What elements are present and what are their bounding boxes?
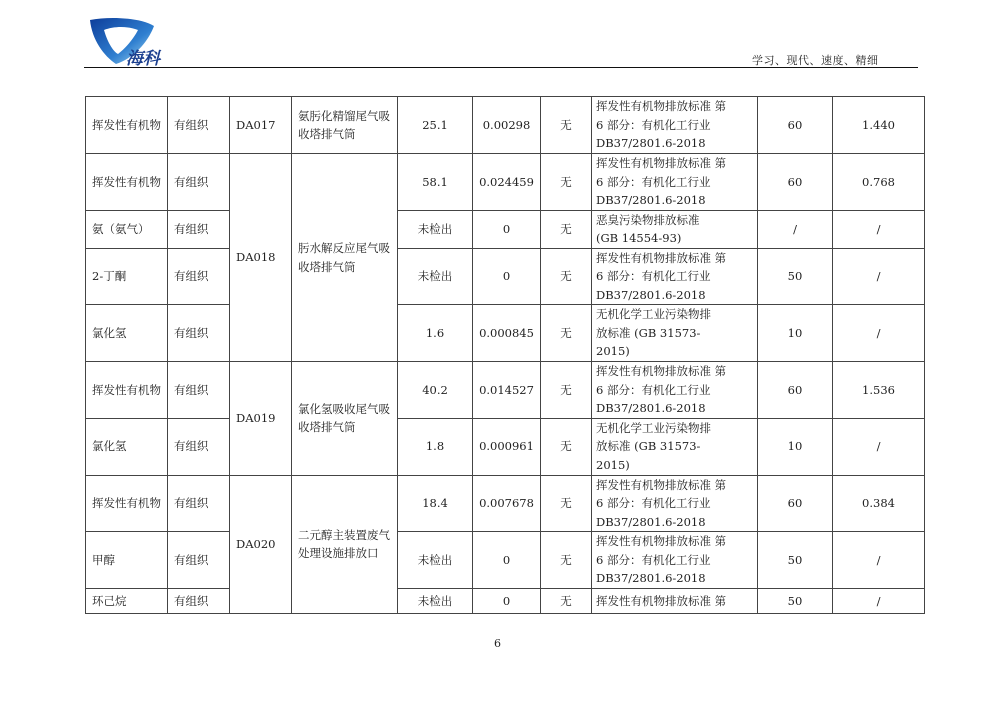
- standard-line: 挥发性有机物排放标准 第: [596, 99, 727, 114]
- standard-line: 挥发性有机物排放标准 第: [596, 364, 727, 378]
- header-divider: [84, 67, 918, 68]
- concentration-cell: 未检出: [398, 210, 473, 248]
- standard-cell: [592, 418, 758, 475]
- outlet-id-cell: DA019: [230, 362, 292, 476]
- exceed-cell: 无: [541, 154, 592, 211]
- concentration-cell: 58.1: [398, 154, 473, 211]
- table-row: [86, 305, 925, 362]
- exceed-cell: 无: [541, 97, 592, 154]
- exceed-cell: 无: [541, 362, 592, 419]
- limit-cell: 50: [758, 532, 833, 589]
- rate-cell: 0.007678: [473, 475, 541, 532]
- total-cell: 1.440: [833, 97, 925, 154]
- standard-cell: [592, 475, 758, 532]
- standard-line: (GB 14554-93): [596, 231, 682, 245]
- rate-cell: 0.000961: [473, 418, 541, 475]
- limit-cell: 60: [758, 154, 833, 211]
- standard-line: 6 部分：有机化工行业: [596, 496, 711, 510]
- standard-cell: [592, 305, 758, 362]
- outlet-name-cell: 氨肟化精馏尾气吸收塔排气筒: [292, 97, 398, 154]
- emission-type-cell: 有组织: [168, 532, 230, 589]
- logo-text: 海科: [126, 49, 160, 69]
- pollutant-cell: 挥发性有机物: [86, 154, 168, 211]
- standard-line: DB37/2801.6-2018: [596, 287, 706, 302]
- exceed-cell: 无: [541, 210, 592, 248]
- standard-cell: [592, 97, 758, 154]
- concentration-cell: 未检出: [398, 532, 473, 589]
- standard-cell: [592, 154, 758, 211]
- rate-cell: 0: [473, 248, 541, 305]
- limit-cell: 60: [758, 97, 833, 154]
- rate-cell: 0: [473, 589, 541, 614]
- emission-type-cell: 有组织: [168, 154, 230, 211]
- pollutant-cell: 氨（氨气）: [86, 210, 168, 248]
- standard-cell: [592, 248, 758, 305]
- pollutant-cell: 挥发性有机物: [86, 97, 168, 154]
- standard-line: 2015): [596, 457, 630, 472]
- page-number: 6: [494, 637, 501, 650]
- table-row: [86, 418, 925, 475]
- concentration-cell: 40.2: [398, 362, 473, 419]
- exceed-cell: 无: [541, 589, 592, 614]
- rate-cell: 0: [473, 210, 541, 248]
- total-cell: /: [833, 418, 925, 475]
- standard-line: DB37/2801.6-2018: [596, 571, 706, 586]
- total-cell: 0.768: [833, 154, 925, 211]
- pollutant-cell: 挥发性有机物: [86, 475, 168, 532]
- standard-line: 6 部分：有机化工行业: [596, 174, 711, 189]
- pollutant-cell: 氯化氢: [86, 305, 168, 362]
- standard-line: 挥发性有机物排放标准 第: [596, 593, 727, 608]
- exceed-cell: 无: [541, 475, 592, 532]
- limit-cell: /: [758, 210, 833, 248]
- limit-cell: 50: [758, 589, 833, 614]
- rate-cell: 0.00298: [473, 97, 541, 154]
- limit-cell: 50: [758, 248, 833, 305]
- total-cell: /: [833, 305, 925, 362]
- emission-type-cell: 有组织: [168, 305, 230, 362]
- concentration-cell: 未检出: [398, 589, 473, 614]
- emission-type-cell: 有组织: [168, 97, 230, 154]
- table-row: [86, 210, 925, 248]
- pollutant-cell: 甲醇: [86, 532, 168, 589]
- standard-line: 挥发性有机物排放标准 第: [596, 156, 727, 170]
- standard-line: 6 部分：有机化工行业: [596, 382, 711, 397]
- table-row: [86, 97, 925, 154]
- exceed-cell: 无: [541, 248, 592, 305]
- emission-type-cell: 有组织: [168, 475, 230, 532]
- outlet-id-cell: DA018: [230, 154, 292, 362]
- emission-type-cell: 有组织: [168, 248, 230, 305]
- standard-line: 放标准 (GB 31573-: [596, 325, 701, 340]
- pollutant-cell: 环己烷: [86, 589, 168, 614]
- pollutant-cell: 氯化氢: [86, 418, 168, 475]
- standard-line: DB37/2801.6-2018: [596, 514, 706, 529]
- concentration-cell: 25.1: [398, 97, 473, 154]
- exceed-cell: 无: [541, 305, 592, 362]
- header-motto: 学习、现代、速度、精细: [752, 54, 879, 67]
- exceed-cell: 无: [541, 418, 592, 475]
- pollutant-cell: 挥发性有机物: [86, 362, 168, 419]
- standard-line: 放标准 (GB 31573-: [596, 439, 701, 454]
- standard-cell: [592, 362, 758, 419]
- table-row: [86, 475, 925, 532]
- pollutant-cell: 2-丁酮: [86, 248, 168, 305]
- outlet-id-cell: DA020: [230, 475, 292, 614]
- total-cell: 1.536: [833, 362, 925, 419]
- outlet-id-cell: DA017: [230, 97, 292, 154]
- table-row: [86, 248, 925, 305]
- emission-type-cell: 有组织: [168, 589, 230, 614]
- standard-line: 6 部分：有机化工行业: [596, 552, 711, 567]
- total-cell: /: [833, 532, 925, 589]
- outlet-name-cell: 二元醇主装置废气处理设施排放口: [292, 475, 398, 614]
- standard-line: 挥发性有机物排放标准 第: [596, 534, 727, 549]
- standard-line: 恶臭污染物排放标准: [596, 212, 700, 227]
- table-row: [86, 532, 925, 589]
- rate-cell: 0.024459: [473, 154, 541, 211]
- rate-cell: 0.014527: [473, 362, 541, 419]
- table-row: [86, 589, 925, 614]
- standard-line: 无机化学工业污染物排: [596, 420, 711, 435]
- limit-cell: 10: [758, 305, 833, 362]
- emission-type-cell: 有组织: [168, 362, 230, 419]
- total-cell: 0.384: [833, 475, 925, 532]
- standard-line: 6 部分：有机化工行业: [596, 117, 711, 132]
- standard-line: 无机化学工业污染物排: [596, 307, 711, 322]
- standard-line: 挥发性有机物排放标准 第: [596, 477, 727, 492]
- standard-line: 6 部分：有机化工行业: [596, 269, 711, 283]
- limit-cell: 60: [758, 362, 833, 419]
- standard-cell: [592, 532, 758, 589]
- concentration-cell: 1.8: [398, 418, 473, 475]
- rate-cell: 0: [473, 532, 541, 589]
- standard-line: 挥发性有机物排放标准 第: [596, 250, 727, 265]
- standard-line: 2015): [596, 344, 630, 359]
- emission-type-cell: 有组织: [168, 210, 230, 248]
- table-row: [86, 362, 925, 419]
- standard-cell: [592, 589, 758, 614]
- rate-cell: 0.000845: [473, 305, 541, 362]
- total-cell: /: [833, 210, 925, 248]
- total-cell: /: [833, 248, 925, 305]
- emission-monitoring-table: [85, 96, 925, 614]
- table-row: [86, 154, 925, 211]
- standard-line: DB37/2801.6-2018: [596, 136, 706, 151]
- emission-type-cell: 有组织: [168, 418, 230, 475]
- total-cell: /: [833, 589, 925, 614]
- standard-cell: [592, 210, 758, 248]
- concentration-cell: 未检出: [398, 248, 473, 305]
- limit-cell: 60: [758, 475, 833, 532]
- exceed-cell: 无: [541, 532, 592, 589]
- standard-line: DB37/2801.6-2018: [596, 401, 706, 415]
- limit-cell: 10: [758, 418, 833, 475]
- outlet-name-cell: 氯化氢吸收尾气吸收塔排气筒: [292, 362, 398, 476]
- concentration-cell: 18.4: [398, 475, 473, 532]
- concentration-cell: 1.6: [398, 305, 473, 362]
- standard-line: DB37/2801.6-2018: [596, 193, 706, 207]
- outlet-name-cell: 肟水解反应尾气吸收塔排气筒: [292, 154, 398, 362]
